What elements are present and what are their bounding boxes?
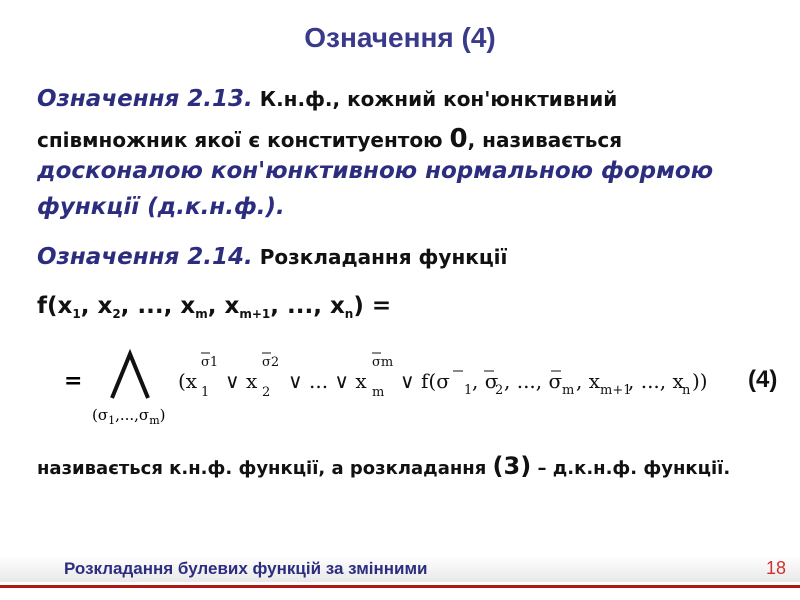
svg-text:∨ ... ∨ x: ∨ ... ∨ x: [288, 369, 367, 393]
definition-text: співмножник якої є конституентою: [37, 128, 450, 152]
svg-text:2: 2: [262, 385, 271, 400]
definition-text: Розкладання функції: [252, 245, 508, 269]
svg-text:∨ f(σ: ∨ f(σ: [400, 369, 450, 393]
svg-text:, x: , x: [576, 369, 600, 393]
svg-text:σ1: σ1: [201, 355, 219, 370]
svg-text:=: =: [64, 368, 83, 394]
svg-text:)): )): [692, 369, 708, 393]
equation-reference: (3): [492, 452, 532, 480]
svg-text:2: 2: [495, 383, 504, 398]
svg-text:(x: (x: [178, 369, 198, 393]
footer-title: Розкладання булевих функцій за змінними: [64, 559, 428, 578]
definition-text: , називається: [467, 128, 623, 152]
definition-2-14: [37, 244, 507, 270]
svg-text:1: 1: [464, 383, 473, 398]
final-text: називається к.н.ф. функції, а розкладання: [37, 458, 493, 479]
svg-text:n: n: [682, 383, 691, 398]
equation-number: (4): [748, 366, 778, 393]
big-wedge-icon: [112, 354, 148, 398]
function-formula: $f(x_1$, $x_2$, ..., $x_m$, $x_{m+1}$, ..., $x_n$) =: [37, 293, 392, 321]
svg-text:(σ1,...,σm): $(\sigma_1,...,\sigma_m)$: [92, 406, 166, 427]
final-sentence: [37, 452, 730, 480]
cnf-expansion-formula: [60, 340, 800, 430]
constituent-zero: 0: [449, 124, 468, 154]
final-text: – д.к.н.ф. функції.: [531, 458, 731, 479]
definition-label: Означення 2.13.: [37, 86, 253, 112]
defined-term-line2: функції (д.к.н.ф.).: [37, 194, 285, 220]
definition-label: Означення 2.14.: [37, 244, 253, 270]
svg-text:1: 1: [201, 385, 210, 400]
definition-text: К.н.ф., кожний кон'юнктивний: [252, 87, 618, 111]
svg-text:σ2: σ2: [262, 355, 280, 370]
defined-term-line1: досконалою кон'юнктивною нормальною формою: [37, 158, 714, 184]
svg-text:, ..., σ: , ..., σ: [504, 369, 563, 393]
definition-2-13: [37, 86, 617, 112]
page-number: 18: [765, 558, 786, 578]
svg-text:, σ: , σ: [472, 369, 499, 393]
svg-text:, ..., x: , ..., x: [628, 369, 684, 393]
svg-text:m: m: [372, 385, 385, 400]
svg-text:m+1: m+1: [600, 383, 632, 398]
svg-text:m: m: [562, 383, 575, 398]
definition-2-13-line2: [37, 124, 622, 154]
footer-divider: [0, 585, 800, 588]
slide-title: Означення (4): [304, 22, 496, 53]
svg-text:σm: σm: [372, 355, 394, 370]
svg-text:∨ x: ∨ x: [225, 369, 258, 393]
